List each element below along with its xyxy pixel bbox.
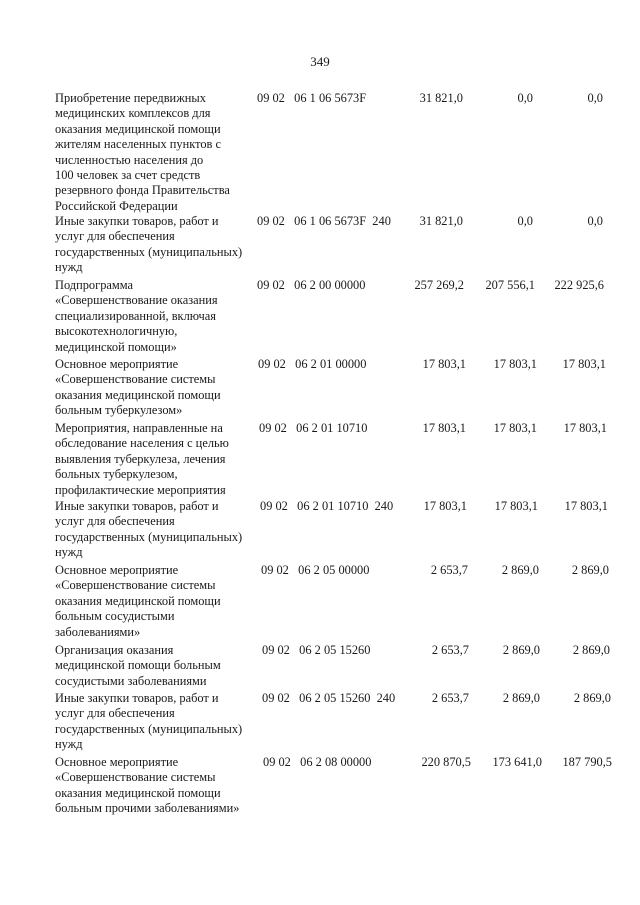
row-code: 09 02 06 2 00 00000 — [257, 278, 366, 292]
row-value-3: 2 869,0 — [571, 563, 609, 577]
row-code: 09 02 06 2 01 10710 240 — [260, 499, 394, 513]
row-name: Основное мероприятие «Совершенствование системы оказания медицинской помощи больным туберкулезом» — [55, 357, 221, 418]
row-value-1: 17 803,1 — [422, 421, 466, 435]
row-code: 09 02 06 1 06 5673F — [257, 91, 367, 105]
row-value-3: 0,0 — [587, 214, 603, 228]
row-value-2: 17 803,1 — [493, 357, 537, 371]
row-name: Мероприятия, направленные на обследование населения с целью выявления туберкулеза, лечения больных туберкулезом, профилактические мероприятия — [55, 421, 229, 497]
row-value-2: 0,0 — [517, 91, 533, 105]
row-value-2: 17 803,1 — [494, 499, 538, 513]
row-name: Подпрограмма «Совершенствование оказания специализированной, включая высокотехнологичную, медицинской помощи» — [55, 278, 218, 354]
row-value-3: 17 803,1 — [562, 357, 606, 371]
row-value-2: 207 556,1 — [485, 278, 535, 292]
row-value-1: 17 803,1 — [423, 499, 467, 513]
row-value-2: 173 641,0 — [492, 755, 542, 769]
page-number: 349 — [310, 54, 330, 69]
row-name: Основное мероприятие «Совершенствование системы оказания медицинской помощи больным прочими заболеваниями» — [55, 755, 240, 816]
row-value-1: 220 870,5 — [421, 755, 471, 769]
row-name: Организация оказания медицинской помощи больным сосудистыми заболеваниями — [55, 643, 221, 688]
row-value-1: 2 653,7 — [431, 691, 469, 705]
row-code: 09 02 06 2 08 00000 — [263, 755, 372, 769]
row-value-1: 2 653,7 — [431, 643, 469, 657]
row-value-1: 257 269,2 — [414, 278, 464, 292]
row-name: Иные закупки товаров, работ и услуг для обеспечения государственных (муниципальных) нужд — [55, 214, 243, 275]
row-code: 09 02 06 1 06 5673F 240 — [257, 214, 391, 228]
row-code: 09 02 06 2 05 00000 — [261, 563, 370, 577]
row-name: Основное мероприятие «Совершенствование системы оказания медицинской помощи больным сосудистыми заболеваниями» — [55, 563, 221, 639]
row-value-3: 17 803,1 — [564, 499, 608, 513]
row-value-1: 31 821,0 — [419, 91, 463, 105]
row-value-3: 222 925,6 — [554, 278, 604, 292]
row-value-2: 2 869,0 — [502, 643, 540, 657]
row-code: 09 02 06 2 01 10710 — [259, 421, 368, 435]
row-code: 09 02 06 2 05 15260 — [262, 643, 371, 657]
row-value-3: 17 803,1 — [563, 421, 607, 435]
row-value-2: 0,0 — [517, 214, 533, 228]
row-value-2: 2 869,0 — [501, 563, 539, 577]
row-value-2: 2 869,0 — [502, 691, 540, 705]
row-name: Приобретение передвижных медицинских комплексов для оказания медицинской помощи жителям населенных пунктов с численностью населения до 100 человек за счет средств резервного фонда Правительства Российской Федерации — [55, 91, 230, 213]
row-value-1: 2 653,7 — [430, 563, 468, 577]
row-value-2: 17 803,1 — [493, 421, 537, 435]
row-value-1: 31 821,0 — [419, 214, 463, 228]
row-code: 09 02 06 2 01 00000 — [258, 357, 367, 371]
row-value-3: 187 790,5 — [562, 755, 612, 769]
row-name: Иные закупки товаров, работ и услуг для обеспечения государственных (муниципальных) нужд — [55, 499, 243, 560]
row-name: Иные закупки товаров, работ и услуг для обеспечения государственных (муниципальных) нужд — [55, 691, 243, 752]
row-value-3: 2 869,0 — [573, 691, 611, 705]
row-value-3: 0,0 — [587, 91, 603, 105]
row-code: 09 02 06 2 05 15260 240 — [262, 691, 396, 705]
row-value-1: 17 803,1 — [422, 357, 466, 371]
row-value-3: 2 869,0 — [572, 643, 610, 657]
